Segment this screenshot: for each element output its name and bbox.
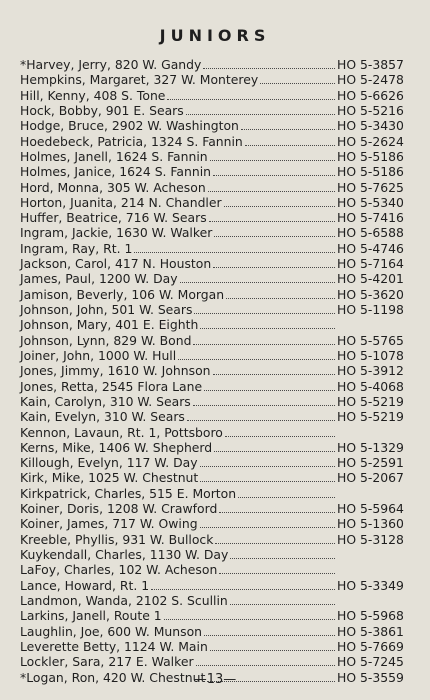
entry-name-address: James, Paul, 1200 W. Day [20, 271, 178, 287]
entry-name-address: Koiner, James, 717 W. Owing [20, 516, 198, 532]
entry-name-address: Hord, Monna, 305 W. Acheson [20, 179, 206, 195]
dot-leader [180, 273, 335, 283]
entry-name-address: Ingram, Jackie, 1630 W. Walker [20, 225, 213, 241]
dot-leader [213, 166, 335, 176]
dot-leader [241, 120, 335, 130]
entry-name-address: Koiner, Doris, 1208 W. Crawford [20, 501, 218, 517]
entry-name-address: Jones, Retta, 2545 Flora Lane [20, 378, 203, 394]
dot-leader [193, 396, 335, 406]
dot-leader [187, 411, 335, 421]
entry-phone: HO 5-5968 [337, 608, 404, 624]
directory-entry [20, 57, 416, 72]
dot-leader [213, 365, 336, 375]
entry-name-address: Kennon, Lavaun, Rt. 1, Pottsboro [20, 424, 223, 440]
dot-leader [200, 319, 335, 329]
entry-name-address: Kirkpatrick, Charles, 515 E. Morton [20, 485, 237, 501]
entry-name-address: Holmes, Janell, 1624 S. Fannin [20, 148, 208, 164]
dot-leader [230, 549, 335, 559]
entry-phone: HO 5-3912 [337, 363, 404, 379]
directory-entry [20, 639, 416, 654]
directory-entry [20, 562, 416, 577]
entry-phone: HO 5-7669 [337, 638, 404, 654]
dot-leader [167, 90, 335, 100]
entry-phone: HO 5-1078 [337, 347, 404, 363]
entry-name-address: Larkins, Janell, Route 1 [20, 608, 162, 624]
entry-name-address: Leverette Betty, 1124 W. Main [20, 638, 208, 654]
entry-phone: HO 5-1198 [337, 302, 404, 317]
entry-name-address: Hock, Bobby, 901 E. Sears [20, 102, 184, 118]
entry-phone: HO 5-3857 [337, 57, 404, 72]
entry-name-address: Kain, Carolyn, 310 W. Sears [20, 393, 191, 409]
directory-entry [20, 149, 416, 164]
entry-phone: HO 5-5216 [337, 102, 404, 118]
dot-leader [204, 381, 335, 391]
entry-phone: HO 5-2624 [337, 133, 404, 149]
entry-phone: HO 5-7625 [337, 179, 404, 195]
entry-phone: HO 5-1360 [337, 516, 404, 532]
directory-entry [20, 379, 416, 394]
entry-name-address: Hill, Kenny, 408 S. Tone [20, 87, 166, 103]
dot-leader [225, 427, 335, 437]
entry-name-address: Kuykendall, Charles, 1130 W. Day [20, 547, 229, 562]
dot-leader [210, 641, 335, 651]
dot-leader [226, 289, 335, 299]
entry-name-address: Kreeble, Phyllis, 931 W. Bullock [20, 531, 214, 547]
dot-leader [245, 136, 335, 146]
directory-entry [20, 333, 416, 348]
entry-name-address: Lance, Howard, Rt. 1 [20, 577, 150, 593]
entry-phone: HO 5-5219 [337, 409, 404, 425]
entry-phone: HO 5-5964 [337, 501, 404, 517]
directory-list [20, 57, 416, 685]
dot-leader [194, 304, 335, 314]
dot-leader [178, 350, 335, 360]
dot-leader [238, 488, 335, 498]
directory-entry [20, 394, 416, 409]
dot-leader [224, 197, 335, 207]
dot-leader [214, 227, 335, 237]
dot-leader [196, 656, 335, 666]
entry-phone: HO 5-5340 [337, 194, 404, 210]
dot-leader [164, 610, 335, 620]
directory-entry [20, 425, 416, 440]
dot-leader [151, 580, 335, 590]
directory-entry [20, 241, 416, 256]
directory-entry [20, 516, 416, 531]
directory-entry [20, 624, 416, 639]
dot-leader [186, 105, 335, 115]
entry-phone: HO 5-7164 [337, 256, 404, 272]
directory-entry [20, 271, 416, 286]
directory-entry [20, 103, 416, 118]
directory-entry [20, 501, 416, 516]
directory-entry [20, 470, 416, 485]
entry-phone: HO 5-5186 [337, 148, 404, 164]
entry-phone: HO 5-5765 [337, 332, 404, 348]
dot-leader [200, 457, 335, 467]
directory-entry [20, 88, 416, 103]
entry-name-address: *Logan, Ron, 420 W. Chestnut [20, 669, 206, 685]
directory-entry [20, 195, 416, 210]
directory-entry [20, 547, 416, 562]
directory-entry [20, 118, 416, 133]
entry-name-address: Ingram, Ray, Rt. 1 [20, 240, 133, 256]
entry-phone: HO 5-3861 [337, 623, 404, 639]
directory-entry [20, 593, 416, 608]
entry-name-address: *Harvey, Jerry, 820 W. Gandy [20, 57, 202, 72]
directory-entry [20, 287, 416, 302]
dot-leader [208, 182, 335, 192]
directory-entry [20, 302, 416, 317]
entry-name-address: Johnson, Lynn, 829 W. Bond [20, 332, 192, 348]
directory-entry [20, 348, 416, 363]
entry-name-address: Huffer, Beatrice, 716 W. Sears [20, 210, 207, 226]
directory-entry [20, 72, 416, 87]
dot-leader [193, 335, 335, 345]
entry-phone: HO 5-3620 [337, 286, 404, 302]
dot-leader [219, 503, 335, 513]
entry-name-address: Kirk, Mike, 1025 W. Chestnut [20, 470, 199, 486]
entry-name-address: Landmon, Wanda, 2102 S. Scullin [20, 592, 228, 608]
entry-name-address: Joiner, John, 1000 W. Hull [20, 347, 177, 363]
entry-phone: HO 5-3430 [337, 118, 404, 134]
dot-leader [210, 151, 335, 161]
entry-name-address: Kerns, Mike, 1406 W. Shepherd [20, 439, 213, 455]
directory-entry [20, 317, 416, 332]
directory-entry [20, 654, 416, 669]
directory-entry [20, 225, 416, 240]
entry-name-address: Hempkins, Margaret, 327 W. Monterey [20, 72, 259, 88]
directory-entry [20, 532, 416, 547]
entry-name-address: Hoedebeck, Patricia, 1324 S. Fannin [20, 133, 243, 149]
entry-phone: HO 5-5186 [337, 164, 404, 180]
entry-phone: HO 5-4746 [337, 240, 404, 256]
directory-entry [20, 455, 416, 470]
dot-leader [203, 59, 335, 69]
entry-name-address: Jones, Jimmy, 1610 W. Johnson [20, 363, 211, 379]
entry-phone: HO 5-4201 [337, 271, 404, 287]
entry-phone: HO 5-6588 [337, 225, 404, 241]
section-title: JUNIORS [159, 26, 271, 45]
entry-name-address: Kain, Evelyn, 310 W. Sears [20, 409, 185, 425]
entry-name-address: Hodge, Bruce, 2902 W. Washington [20, 118, 239, 134]
entry-name-address: Lockler, Sara, 217 E. Walker [20, 654, 194, 670]
dot-leader [214, 442, 335, 452]
directory-entry [20, 578, 416, 593]
entry-name-address: Killough, Evelyn, 117 W. Day [20, 455, 198, 471]
entry-name-address: Johnson, John, 501 W. Sears [20, 302, 193, 317]
entry-phone: HO 5-2478 [337, 72, 404, 88]
directory-entry [20, 608, 416, 623]
dot-leader [215, 534, 335, 544]
directory-entry [20, 486, 416, 501]
entry-phone: HO 5-4068 [337, 378, 404, 394]
dot-leader [200, 518, 335, 528]
dot-leader [260, 74, 335, 84]
entry-name-address: Jackson, Carol, 417 N. Houston [20, 256, 212, 272]
entry-name-address: LaFoy, Charles, 102 W. Acheson [20, 562, 218, 578]
directory-entry [20, 409, 416, 424]
entry-phone: HO 5-6626 [337, 87, 404, 103]
directory-entry [20, 180, 416, 195]
entry-phone: HO 5-2591 [337, 455, 404, 471]
entry-name-address: Jamison, Beverly, 106 W. Morgan [20, 286, 225, 302]
dot-leader [219, 564, 335, 574]
dot-leader [230, 595, 335, 605]
directory-entry [20, 134, 416, 149]
entry-name-address: Laughlin, Joe, 600 W. Munson [20, 623, 202, 639]
dot-leader [200, 472, 335, 482]
entry-phone: HO 5-7245 [337, 654, 404, 670]
directory-entry [20, 210, 416, 225]
entry-phone: HO 5-3128 [337, 531, 404, 547]
entry-phone: HO 5-5219 [337, 393, 404, 409]
entry-name-address: Horton, Juanita, 214 N. Chandler [20, 194, 222, 210]
entry-name-address: Johnson, Mary, 401 E. Eighth [20, 317, 199, 333]
page-number: —13— [193, 672, 237, 687]
directory-entry [20, 164, 416, 179]
dot-leader [209, 212, 335, 222]
directory-entry [20, 256, 416, 271]
directory-entry [20, 440, 416, 455]
entry-phone: HO 5-1329 [337, 439, 404, 455]
dot-leader [204, 626, 335, 636]
entry-phone: HO 5-7416 [337, 210, 404, 226]
dot-leader [134, 243, 335, 253]
dot-leader [213, 258, 335, 268]
directory-entry [20, 363, 416, 378]
entry-phone: HO 5-2067 [337, 470, 404, 486]
entry-phone: HO 5-3349 [337, 577, 404, 593]
entry-name-address: Holmes, Janice, 1624 S. Fannin [20, 164, 212, 180]
entry-phone: HO 5-3559 [337, 669, 404, 685]
